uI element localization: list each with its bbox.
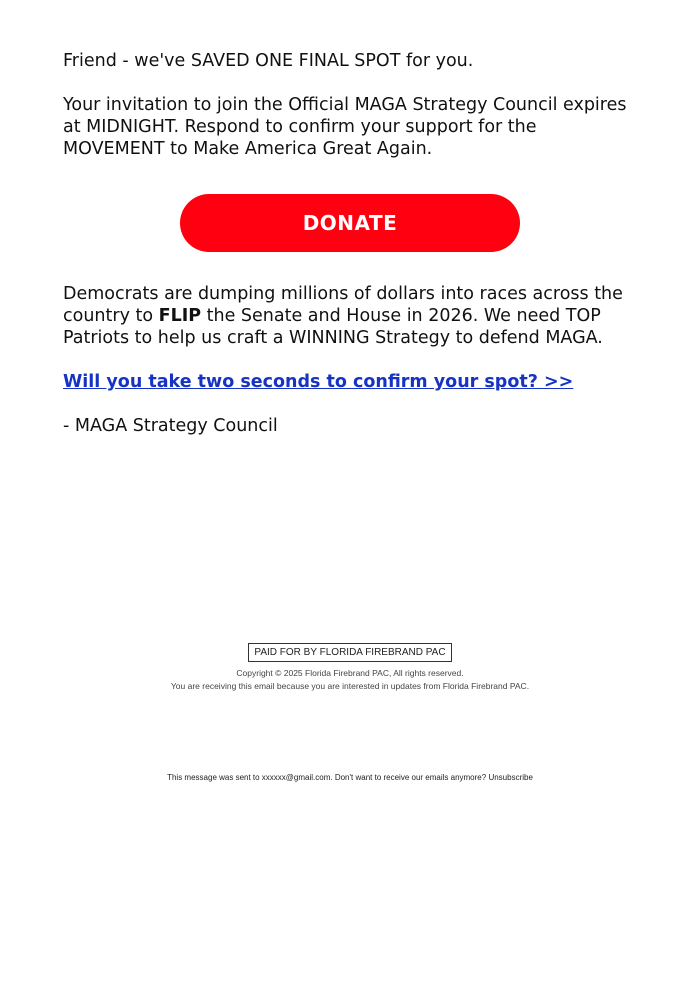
email-body: [63, 283, 643, 455]
email-footer: [0, 640, 700, 693]
donate-button-wrapper: [180, 194, 520, 252]
body-paragraph: [63, 283, 643, 349]
unsubscribe-link[interactable]: Unsubscribe: [488, 773, 533, 782]
greeting-text: Friend - we've SAVED ONE FINAL SPOT for you.: [63, 51, 474, 71]
copyright-text: Copyright © 2025 Florida Firebrand PAC, All rights reserved.: [236, 668, 464, 678]
confirm-spot-link[interactable]: Will you take two seconds to confirm your spot? >>: [63, 372, 574, 392]
signoff-text: - MAGA Strategy Council: [63, 416, 278, 436]
body-text-end: the Senate and House in 2026. We need TOP Patriots to help us craft a WINNING Strategy to defend MAGA.: [63, 306, 603, 348]
body-text-start: Democrats are dumping millions of dollars into races across the country to: [63, 284, 623, 326]
paid-for-disclaimer: PAID FOR BY FLORIDA FIREBRAND PAC: [248, 643, 451, 662]
donate-button[interactable]: DONATE: [180, 194, 520, 252]
receiving-reason-text: You are receiving this email because you are interested in updates from Florida Firebrand PAC.: [170, 681, 530, 691]
sent-to-text: This message was sent to xxxxxx@gmail.com. Don't want to receive our emails anymore?: [167, 773, 487, 782]
body-bold-flip: FLIP: [158, 306, 202, 326]
invitation-text: Your invitation to join the Official MAGA Strategy Council expires at MIDNIGHT. Respond to confirm your support for the MOVEMENT to Make America Great Again.: [63, 95, 627, 159]
sent-to-line: [0, 772, 700, 784]
email-intro: [63, 50, 643, 160]
